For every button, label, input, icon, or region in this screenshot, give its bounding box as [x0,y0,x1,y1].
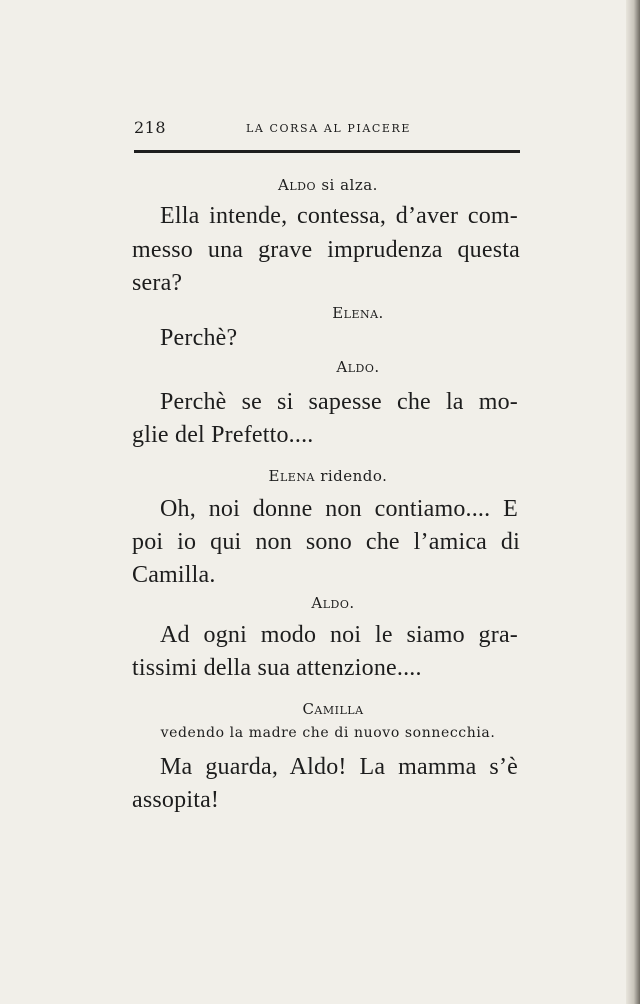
speaker-name: Camilla [302,700,364,718]
speaker-heading [132,594,524,612]
page-header [134,118,520,140]
speaker-heading [132,304,524,322]
header-rule [134,150,520,153]
dialogue-line: poi io qui non sono che l’amica di [132,529,520,555]
speaker-name: Elena [268,467,315,485]
dialogue-line: tissimi della sua attenzione.... [132,655,422,681]
speaker-name: Aldo [278,176,317,194]
dialogue-line: sera? [132,270,183,296]
speaker-heading [132,176,524,194]
stage-direction: ridendo. [320,467,388,485]
dialogue-line: Perchè? [160,325,238,351]
page-number: 218 [134,118,167,137]
speaker-heading [132,358,524,376]
speaker-name: Aldo. [336,358,380,376]
speaker-heading [132,700,524,718]
dialogue-line: Camilla. [132,562,216,588]
running-title: LA CORSA AL PIACERE [246,122,412,135]
dialogue-line: Ella intende, contessa, d’aver com- [160,203,518,229]
dialogue-line: Ad ogni modo noi le siamo gra- [160,622,518,648]
stage-direction: si alza. [321,176,378,194]
dialogue-line: messo una grave imprudenza questa [132,237,520,263]
speaker-heading [132,467,524,485]
dialogue-line: Perchè se si sapesse che la mo- [160,389,518,415]
dialogue-line: glie del Prefetto.... [132,422,314,448]
page-edge-shadow [626,0,640,1004]
speaker-name: Aldo. [311,594,355,612]
dialogue-line: Oh, noi donne non contiamo.... E [160,496,518,522]
speaker-name: Elena. [332,304,384,322]
dialogue-line: assopita! [132,787,220,813]
stage-direction: vedendo la madre che di nuovo sonnecchia. [160,725,496,741]
dialogue-line: Ma guarda, Aldo! La mamma s’è [160,754,518,780]
